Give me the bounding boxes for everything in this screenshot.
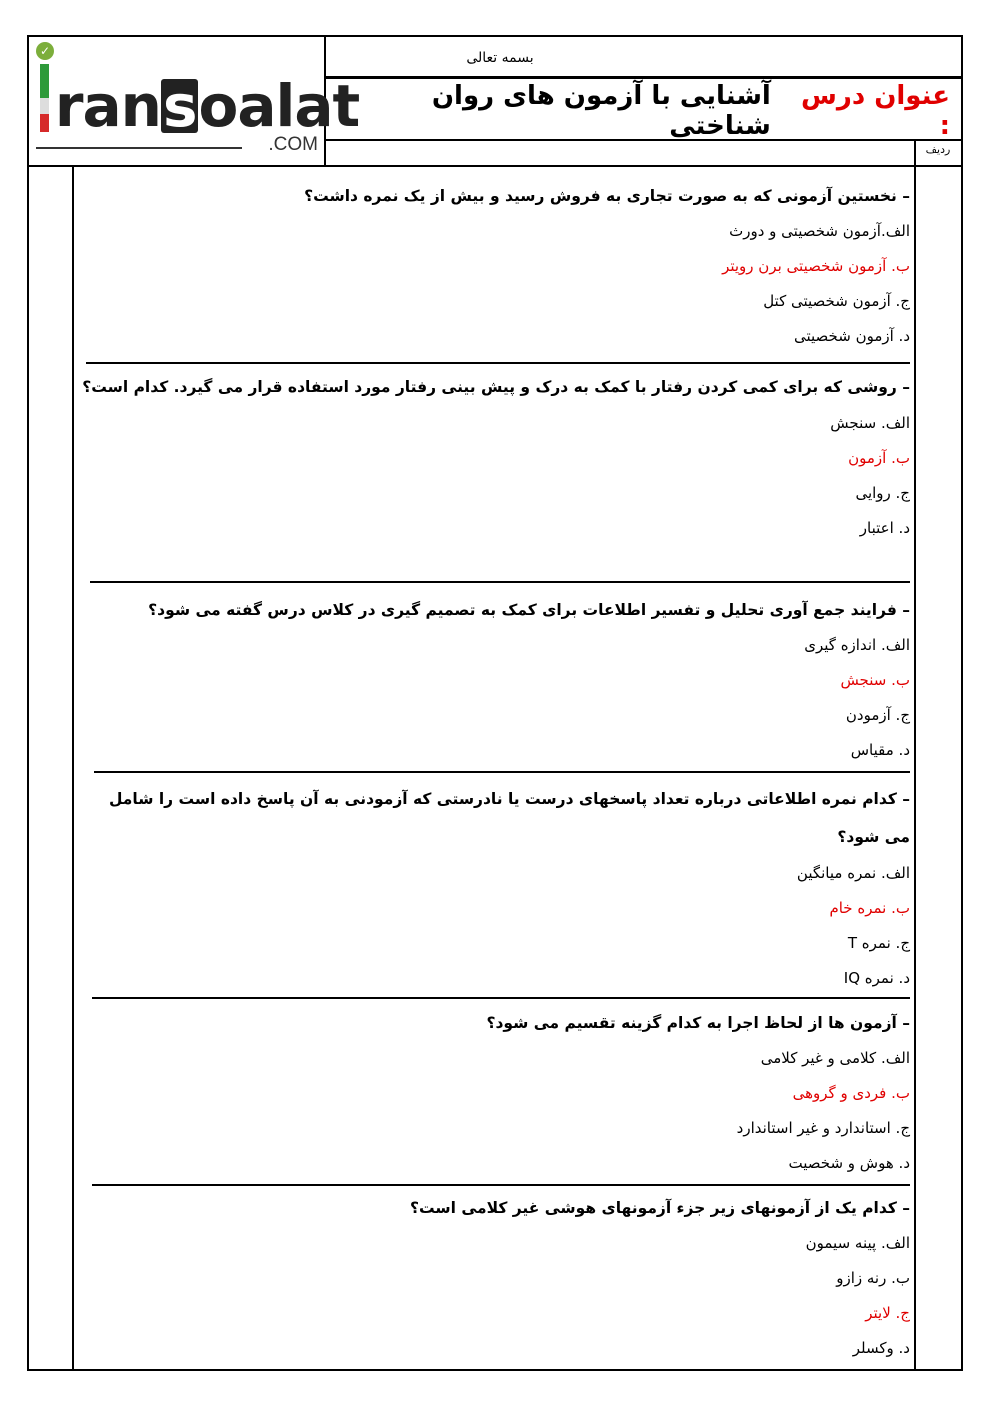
check-icon: ✓ [36, 42, 54, 60]
question-separator [94, 771, 910, 773]
question-text: – فرایند جمع آوری تحلیل و تفسیر اطلاعات برای کمک به تصمیم گیری در کلاس درس گفته می شود؟ [148, 601, 910, 619]
option-b-correct: ب. سنجش [840, 671, 910, 689]
left-margin-line [72, 165, 74, 1371]
question-text: – نخستین آزمونی که به صورت تجاری به فروش رسید و بیش از یک نمره داشت؟ [304, 187, 910, 205]
question-2 [80, 368, 910, 546]
option-d: د. نمره IQ [843, 969, 910, 987]
option-d: د. اعتبار [859, 519, 910, 537]
option-a: الف. سنجش [830, 414, 910, 432]
question-6 [80, 1190, 910, 1366]
question-4 [80, 780, 910, 996]
question-text: – کدام نمره اطلاعاتی درباره تعداد پاسخهای درست یا نادرستی که آزمودنی به آن پاسخ داده است را شامل می شود؟ [108, 790, 910, 846]
question-text: – کدام یک از آزمونهای زیر جزء آزمونهای هوشی غیر کلامی است؟ [409, 1199, 910, 1217]
option-b-correct: ب. آزمون شخصیتی برن رویتر [722, 257, 910, 275]
bismillah: بسمه تعالی [466, 50, 534, 66]
header-line-top [324, 76, 963, 79]
question-separator [92, 1184, 910, 1186]
question-separator [86, 362, 910, 364]
option-b-correct: ب. آزمون [848, 449, 910, 467]
option-d: د. مقیاس [850, 741, 910, 759]
logo-domain: .COM [268, 134, 318, 155]
option-c: ج. آزمون شخصیتی کتل [763, 292, 910, 310]
site-logo [32, 38, 360, 160]
question-text: – روشی که برای کمی کردن رفتار با کمک به درک و پیش بینی رفتار مورد استفاده قرار می گیرد. کدام است؟ [82, 378, 910, 396]
lesson-title: آشنایی با آزمون های روان شناختی [431, 81, 771, 141]
radif-column-line [914, 139, 916, 1371]
question-text: – آزمون ها از لحاظ اجرا به کدام گزینه تقسیم می شود؟ [486, 1014, 910, 1032]
option-a: الف. اندازه گیری [804, 636, 910, 654]
option-c-correct: ج. لایتر [865, 1304, 910, 1322]
logo-wordmark: ransoalat [54, 72, 360, 140]
radif-label: ردیف [925, 143, 951, 156]
option-a: الف. نمره میانگین [796, 864, 910, 882]
option-d: د. آزمون شخصیتی [793, 327, 910, 345]
option-b-correct: ب. فردی و گروهی [792, 1084, 910, 1102]
option-d: د. وکسلر [852, 1339, 910, 1357]
option-c: ج. روایی [855, 484, 910, 502]
option-c: ج. استاندارد و غیر استاندارد [736, 1119, 910, 1137]
question-separator [90, 581, 910, 583]
header-line-bottom [27, 165, 963, 167]
option-a: الف.آزمون شخصیتی و دورث [729, 222, 910, 240]
option-b-correct: ب. نمره خام [829, 899, 910, 917]
option-a: الف. کلامی و غیر کلامی [760, 1049, 910, 1067]
option-a: الف. پینه سیمون [805, 1234, 910, 1252]
option-c: ج. نمره T [847, 934, 910, 952]
option-d: د. هوش و شخصیت [788, 1154, 910, 1172]
question-5 [80, 1005, 910, 1181]
option-b: ب. رنه زازو [836, 1269, 910, 1287]
option-c: ج. آزمودن [845, 706, 910, 724]
logo-underline [36, 147, 242, 149]
question-separator [92, 997, 910, 999]
question-1 [80, 178, 910, 354]
lesson-label: عنوان درس : [800, 81, 950, 141]
lesson-title-row [330, 82, 956, 140]
question-list [76, 170, 910, 1365]
question-3 [80, 592, 910, 768]
